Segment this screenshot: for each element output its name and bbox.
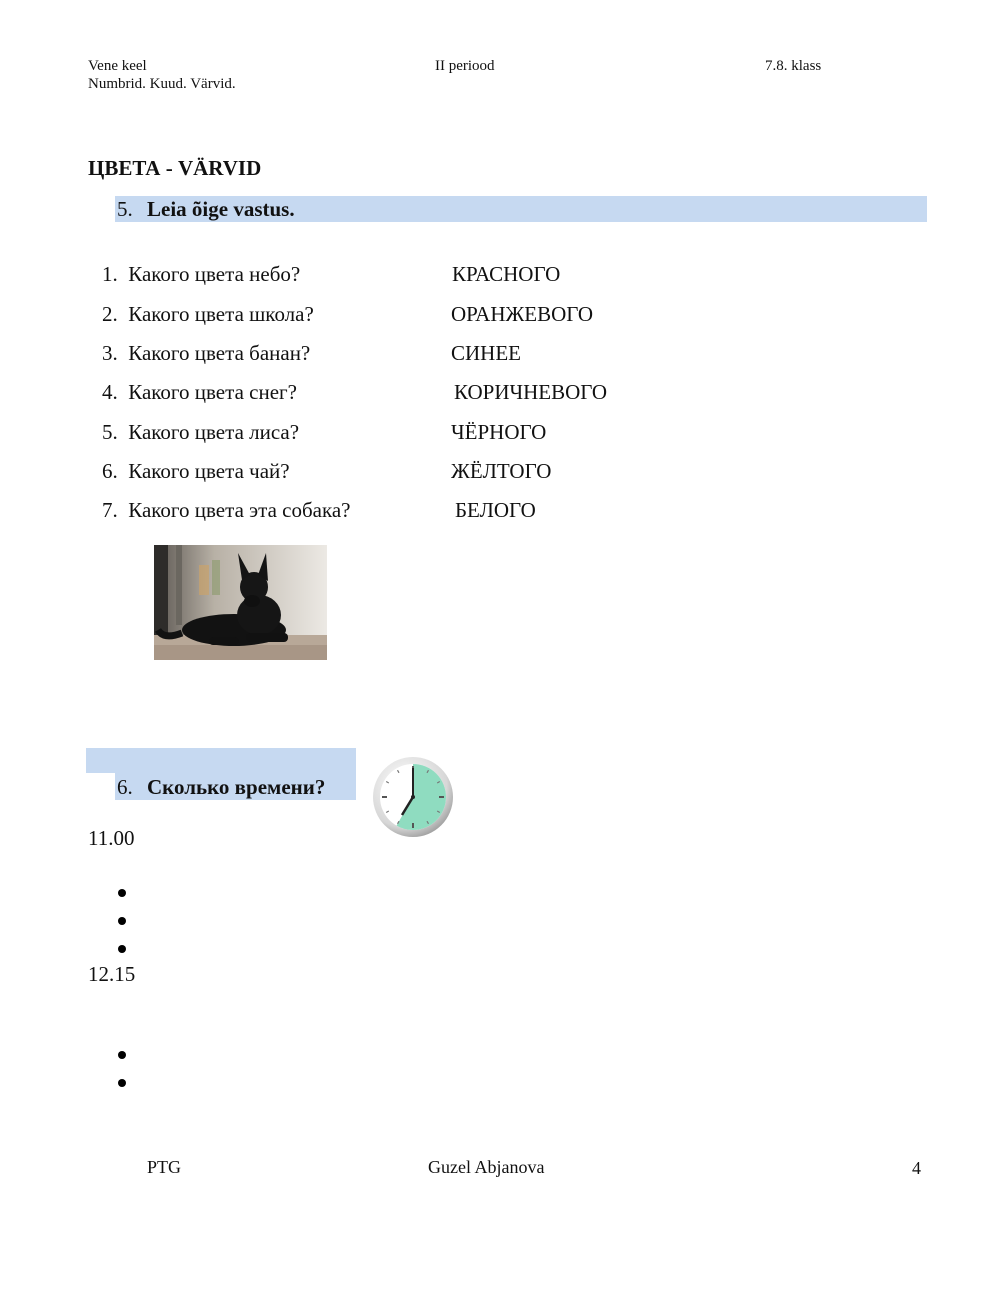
section-title: ЦВЕТА - VÄRVID: [88, 156, 262, 180]
task6-heading: [115, 773, 356, 800]
answer-item[interactable]: КОРИЧНЕВОГО: [454, 380, 608, 404]
question-item: 4. Какого цвета снег?: [102, 380, 297, 404]
question-item: 1. Какого цвета небо?: [102, 262, 301, 286]
task5-heading: [115, 196, 927, 222]
footer-author: Guzel Abjanova: [428, 1157, 545, 1177]
answer-item[interactable]: ЖЁЛТОГО: [451, 459, 552, 483]
question-item: 3. Какого цвета банан?: [102, 341, 311, 365]
answer-item[interactable]: БЕЛОГО: [455, 498, 536, 522]
header-topic: Numbrid. Kuud. Värvid.: [88, 76, 236, 92]
question-item: 5. Какого цвета лиса?: [102, 420, 300, 444]
page-number: 4: [912, 1158, 921, 1178]
answer-bullet[interactable]: [118, 917, 126, 925]
answer-bullet[interactable]: [118, 1051, 126, 1059]
answer-item[interactable]: ОРАНЖЕВОГО: [451, 302, 594, 326]
question-item: 7. Какого цвета эта собака?: [102, 498, 351, 522]
header-grade: 7.8. klass: [765, 58, 822, 74]
task6-instruction: Сколько времени?: [147, 775, 326, 799]
task5-number: 5.: [117, 197, 133, 221]
answer-item[interactable]: КРАСНОГО: [452, 262, 561, 286]
task6-number: 6.: [117, 775, 133, 799]
black-dog-photo: [154, 545, 327, 660]
header-subject: Vene keel: [88, 58, 147, 74]
footer-school: PTG: [147, 1157, 182, 1177]
answer-item[interactable]: СИНЕЕ: [451, 341, 521, 365]
task6-bar-top: [86, 748, 356, 773]
time-label: 11.00: [88, 826, 135, 850]
question-item: 2. Какого цвета школа?: [102, 302, 314, 326]
answer-item[interactable]: ЧЁРНОГО: [451, 420, 547, 444]
header-period: II periood: [435, 58, 495, 74]
question-item: 6. Какого цвета чай?: [102, 459, 290, 483]
time-label: 12.15: [88, 962, 136, 986]
task5-instruction: Leia õige vastus.: [147, 197, 295, 221]
answer-bullet[interactable]: [118, 1079, 126, 1087]
answer-bullet[interactable]: [118, 889, 126, 897]
clock-icon: [372, 756, 454, 838]
answer-bullet[interactable]: [118, 945, 126, 953]
